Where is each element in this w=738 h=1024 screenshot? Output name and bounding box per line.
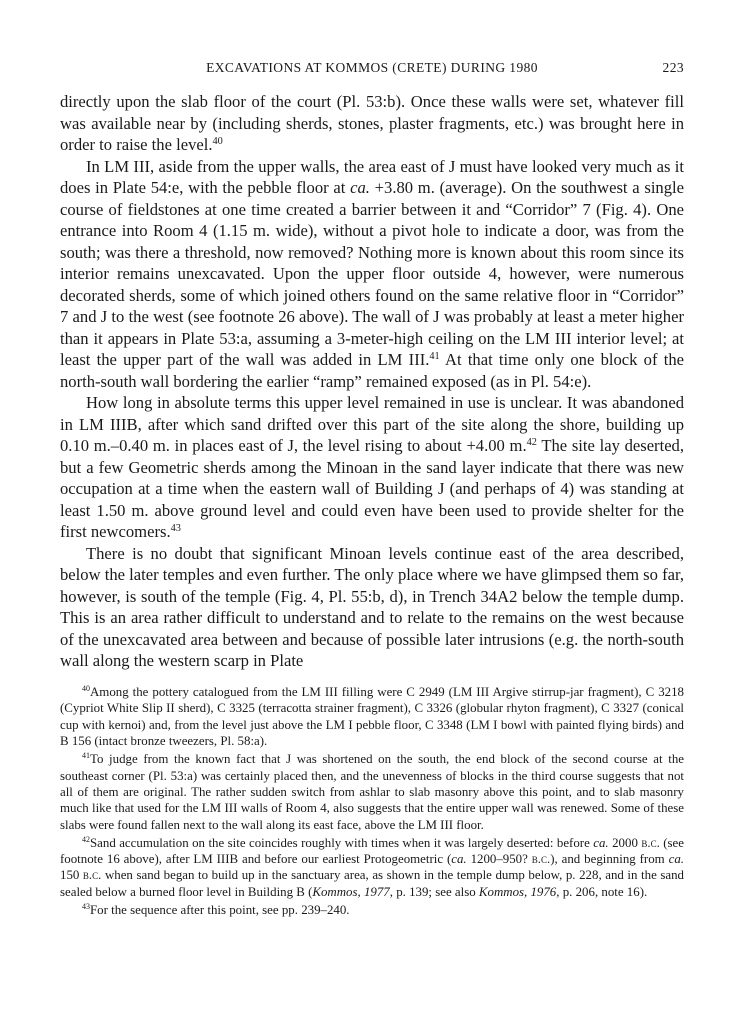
running-title: EXCAVATIONS AT KOMMOS (CRETE) DURING 1980 [206, 60, 538, 75]
footnote-number: 43 [82, 901, 90, 911]
text-run: when sand began to build up in the sanctuary area, as shown in the temple dump below, p. 228, and in the sand sealed below a burned floor level in Building B ( [60, 868, 684, 899]
text-run: There is no doubt that significant Minoan levels continue east of the area described, below the later temples and even further. The only place where we have glimpsed them so far, however, is south of the temple (Fig. 4, Pl. 55:b, d), in Trench 34A2 below the temple dump. This is an area rather difficult to understand and to relate to the remains on the west because of the unexcavated area between and because of possible later intrusions (e.g. the north-south wall along the western scarp in Plate [60, 543, 684, 670]
era-bc: b.c. [641, 835, 660, 850]
footnote-number: 41 [82, 751, 90, 761]
text-run: , p. 139; see also [389, 884, 479, 899]
era-bc: b.c. [82, 868, 102, 883]
paragraph-4 [60, 543, 684, 672]
paragraph-2 [60, 156, 684, 393]
citation-kommos-1976: Kommos, 1976 [478, 884, 557, 899]
footnotes [60, 684, 684, 920]
italic-ca: ca. [593, 835, 609, 850]
text-run: The site lay deserted, but a few Geometric sherds among the Minoan in the sand layer indicate that there was new occupation at a time when the eastern wall of Building J (and perhaps of 4) was standing at least 1.50 m. above ground level and could even have been used to provide shelter for the first newcomers. [60, 436, 685, 541]
text-run: How long in absolute terms this upper level remained in use is unclear. It was abandoned in LM IIIB, after which sand drifted over this part of the site along the shore, building up 0.10 m.–0.40 m. in places east of J, the level rising to about +4.00 m. [60, 393, 684, 455]
footnote-42 [60, 835, 684, 901]
footnote-ref-42[interactable]: 42 [526, 436, 537, 448]
italic-ca: ca. [451, 852, 467, 867]
text-run: (see footnote 16 above), after LM IIIB and before our earliest Protogeometric ( [60, 835, 684, 867]
footnote-40 [60, 684, 684, 750]
footnote-43 [60, 902, 684, 918]
footnote-text: Among the pottery catalogued from the LM III filling were C 2949 (LM III Argive stirrup-jar fragment), C 3218 (Cypriot White Slip II sherd), C 3325 (terracotta strainer fragment), C 3326 (globular rhyton fragment), C 3327 (conical cup with kernoi) and, from the level just above the LM I pebble floor, C 3348 (LM I bowl with painted flying birds) and B 156 (intact bronze tweezers, Pl. 58:a). [60, 685, 684, 749]
citation-kommos-1977: Kommos, 1977 [312, 884, 390, 899]
text-run: +3.80 m. (average). On the southwest a single course of fieldstones at one time created a barrier between it and “Corridor” 7 (Fig. 4). One entrance into Room 4 (1.15 m. wide), without a pivot hole to indicate a door, was from the south; was there a threshold, now removed? Nothing more is known about this room since its interior remains unexcavated. Upon the upper floor outside 4, however, were numerous decorated sherds, some of which joined others found on the same relative floor in “Corridor” 7 and J to the west (see footnote 26 above). The wall of J was probably at least a meter higher than it appears in Plate 53:a, assuming a 3-meter-high ceiling on the LM III interior level; at least the upper part of the wall was added in LM III. [60, 178, 684, 369]
page-number: 223 [662, 60, 684, 75]
footnote-text: To judge from the known fact that J was shortened on the south, the end block of the second course at the southeast corner (Pl. 53:a) was certainly placed then, and the unevenness of blocks in the third course suggests that not all of them are original. The rather sudden switch from ashlar to slab masonry above this point, and to slab masonry much like that used for the LM III walls of Room 4, also suggests that the entire upper wall was renewed. Some of these slabs were found fallen next to the wall along its east face, above the LM III floor. [60, 752, 684, 832]
text-run: ), and beginning from [550, 852, 669, 867]
main-text [60, 91, 684, 672]
footnote-text: For the sequence after this point, see pp. 239–240. [89, 902, 350, 917]
text-run: Sand accumulation on the site coincides roughly with times when it was largely deserted: before [89, 835, 594, 850]
text-run: 1200–950? [466, 852, 532, 867]
italic-ca: ca. [668, 852, 684, 867]
paragraph-3 [60, 392, 684, 543]
text-run: At that time only one block of the north-south wall bordering the earlier “ramp” remained exposed (as in Pl. 54:e). [60, 350, 684, 391]
italic-ca: ca. [350, 178, 370, 197]
footnote-ref-41[interactable]: 41 [429, 350, 440, 362]
footnote-number: 42 [82, 834, 90, 844]
paragraph-1 [60, 91, 684, 156]
text-run: 2000 [608, 835, 642, 850]
footnote-41 [60, 751, 684, 833]
footnote-ref-43[interactable]: 43 [170, 522, 181, 534]
text-run: directly upon the slab floor of the court (Pl. 53:b). Once these walls were set, whatever fill was available near by (including sherds, stones, plaster fragments, etc.) was brought here in order to raise the level. [60, 92, 684, 154]
text-run: , p. 206, note 16). [556, 884, 648, 899]
running-head [60, 60, 684, 80]
era-bc: b.c. [531, 852, 551, 867]
footnote-number: 40 [82, 684, 90, 694]
footnote-ref-40[interactable]: 40 [212, 135, 223, 147]
text-run: In LM III, aside from the upper walls, the area east of J must have looked very much as it does in Plate 54:e, with the pebble floor at [60, 156, 684, 197]
text-run: 150 [60, 868, 83, 883]
